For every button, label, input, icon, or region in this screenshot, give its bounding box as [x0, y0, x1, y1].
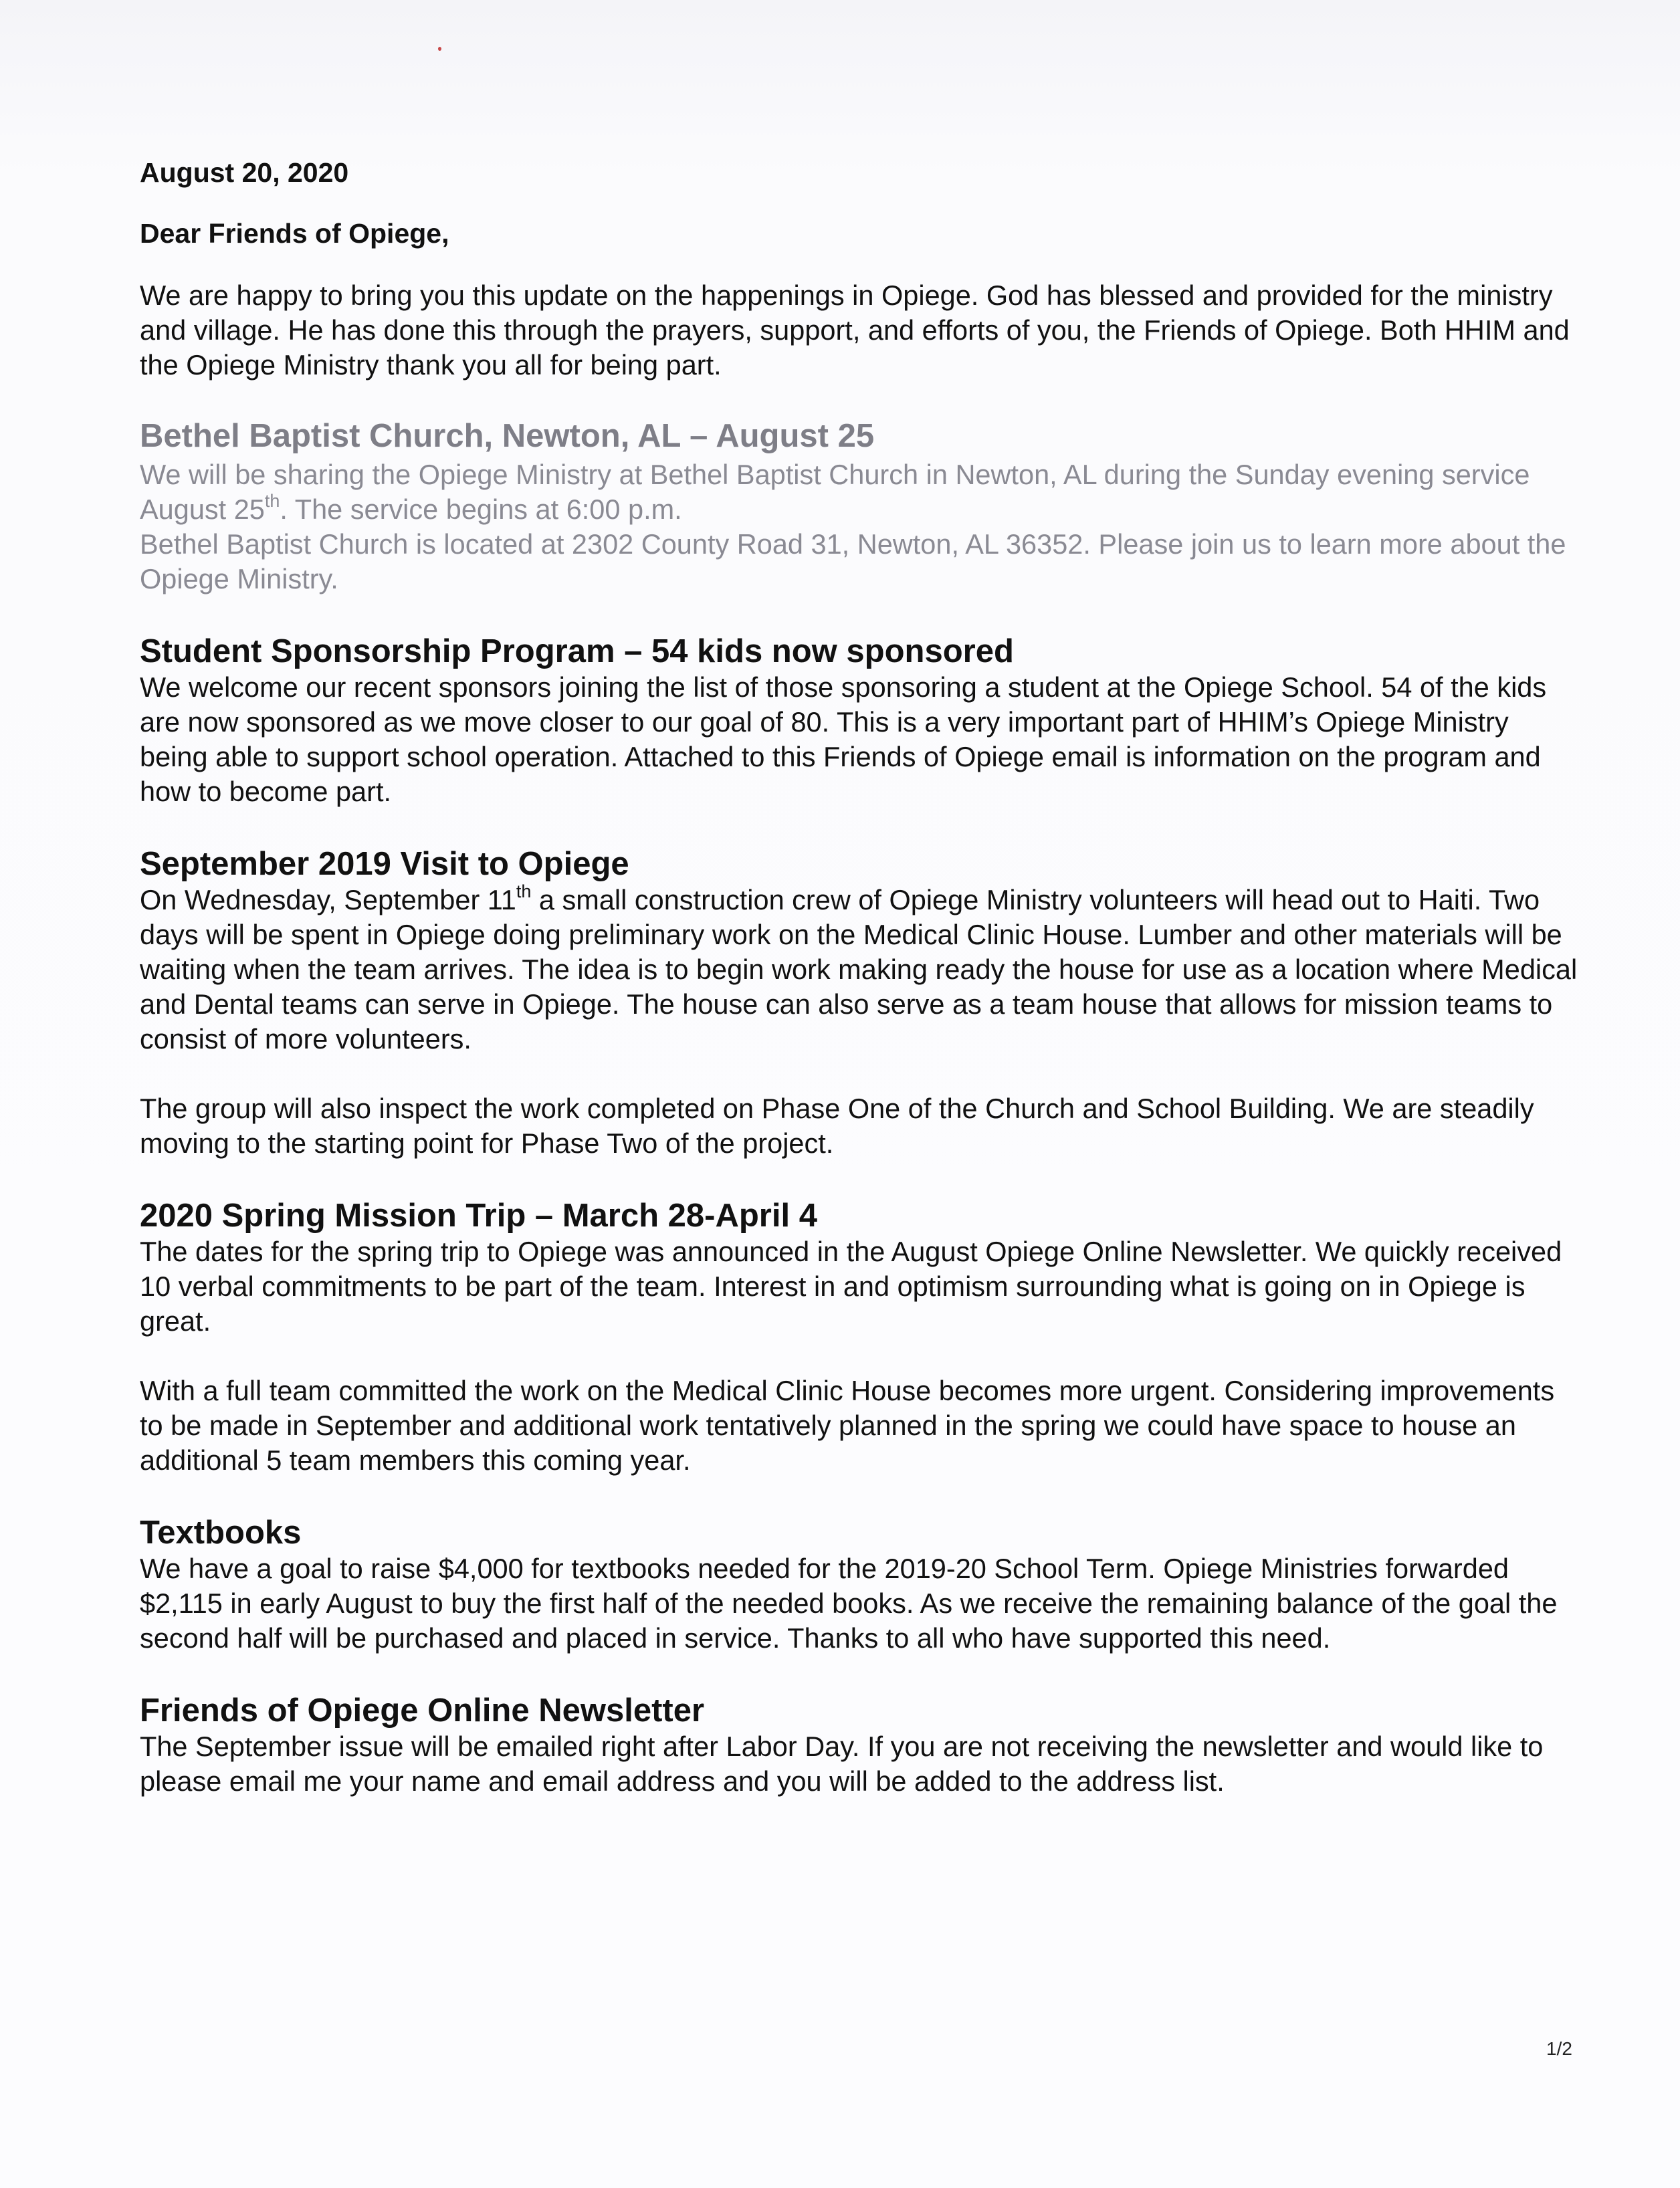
section-heading-newsletter: Friends of Opiege Online Newsletter: [140, 1692, 705, 1729]
section-spring-trip: [140, 1197, 1578, 1478]
september-ordinal-suffix: th: [516, 881, 532, 901]
bethel-ordinal-suffix: th: [264, 490, 280, 511]
section-newsletter: [140, 1692, 1578, 1799]
page-number: 1/2: [1546, 2038, 1572, 2059]
letter-date: August 20, 2020: [140, 157, 349, 188]
section-heading-spring-trip: 2020 Spring Mission Trip – March 28-April 4: [140, 1198, 817, 1234]
section-heading-sponsorship: Student Sponsorship Program – 54 kids now sponsored: [140, 633, 1014, 670]
salutation: Dear Friends of Opiege,: [140, 218, 449, 249]
september-paragraph-1: [140, 883, 1578, 1057]
section-heading-september-visit: September 2019 Visit to Opiege: [140, 846, 629, 883]
bethel-text-before: We will be sharing the Opiege Ministry at Bethel Baptist Church in Newton, AL during the Sunday evening service August 25: [140, 459, 1530, 526]
section-heading-textbooks: Textbooks: [140, 1515, 302, 1551]
bethel-text-after: . The service begins at 6:00 p.m.: [280, 494, 682, 526]
section-sponsorship: [140, 633, 1578, 809]
section-heading-bethel: Bethel Baptist Church, Newton, AL – August 25: [140, 418, 875, 455]
spring-paragraph-1: The dates for the spring trip to Opiege was announced in the August Opiege Online Newsletter. We quickly received 10 verbal commitments to be part of the team. Interest in and optimism surrounding what is going on in Opiege is great.: [140, 1236, 1562, 1337]
letter-body: [140, 156, 1578, 1835]
bethel-paragraph-2: Bethel Baptist Church is located at 2302 County Road 31, Newton, AL 36352. Please join us to learn more about the Opiege Ministry.: [140, 528, 1566, 595]
september-text-before: On Wednesday, September 11: [140, 884, 516, 916]
spring-paragraph-2: With a full team committed the work on the Medical Clinic House becomes more urgent. Considering improvements to be made in September and additional work tentatively planned in the spring we could have space to house an additional 5 team members this coming year.: [140, 1375, 1555, 1476]
textbooks-paragraph: We have a goal to raise $4,000 for textbooks needed for the 2019-20 School Term. Opiege Ministries forwarded $2,115 in early August to buy the first half of the needed books. As we receive the remaining balance of the goal the second half will be purchased and placed in service. Thanks to all who have supported this need.: [140, 1553, 1558, 1654]
section-bethel: [140, 417, 1578, 596]
paper-speck: [438, 47, 441, 51]
newsletter-paragraph: The September issue will be emailed right after Labor Day. If you are not receiving the newsletter and would like to please email me your name and email address and you will be added to the address list.: [140, 1731, 1544, 1797]
september-paragraph-2: The group will also inspect the work completed on Phase One of the Church and School Building. We are steadily moving to the starting point for Phase Two of the project.: [140, 1093, 1534, 1160]
section-september-visit: [140, 845, 1578, 1161]
section-textbooks: [140, 1514, 1578, 1656]
bethel-paragraph-1: [140, 457, 1578, 527]
september-text-after: a small construction crew of Opiege Ministry volunteers will head out to Haiti. Two days will be spent in Opiege doing preliminary work on the Medical Clinic House. Lumber and other materials will be waiting when the team arrives. The idea is to begin work making ready the house for use as a location where Medical and Dental teams can serve in Opiege. The house can also serve as a team house that allows for mission teams to consist of more volunteers.: [140, 884, 1578, 1055]
sponsorship-paragraph: We welcome our recent sponsors joining the list of those sponsoring a student at the Opiege School. 54 of the kids are now sponsored as we move closer to our goal of 80. This is a very important part of HHIM’s Opiege Ministry being able to support school operation. Attached to this Friends of Opiege email is information on the program and how to become part.: [140, 671, 1547, 808]
intro-paragraph: We are happy to bring you this update on the happenings in Opiege. God has blessed and provided for the ministry and village. He has done this through the prayers, support, and efforts of you, the Friends of Opiege. Both HHIM and the Opiege Ministry thank you all for being part.: [140, 280, 1570, 381]
